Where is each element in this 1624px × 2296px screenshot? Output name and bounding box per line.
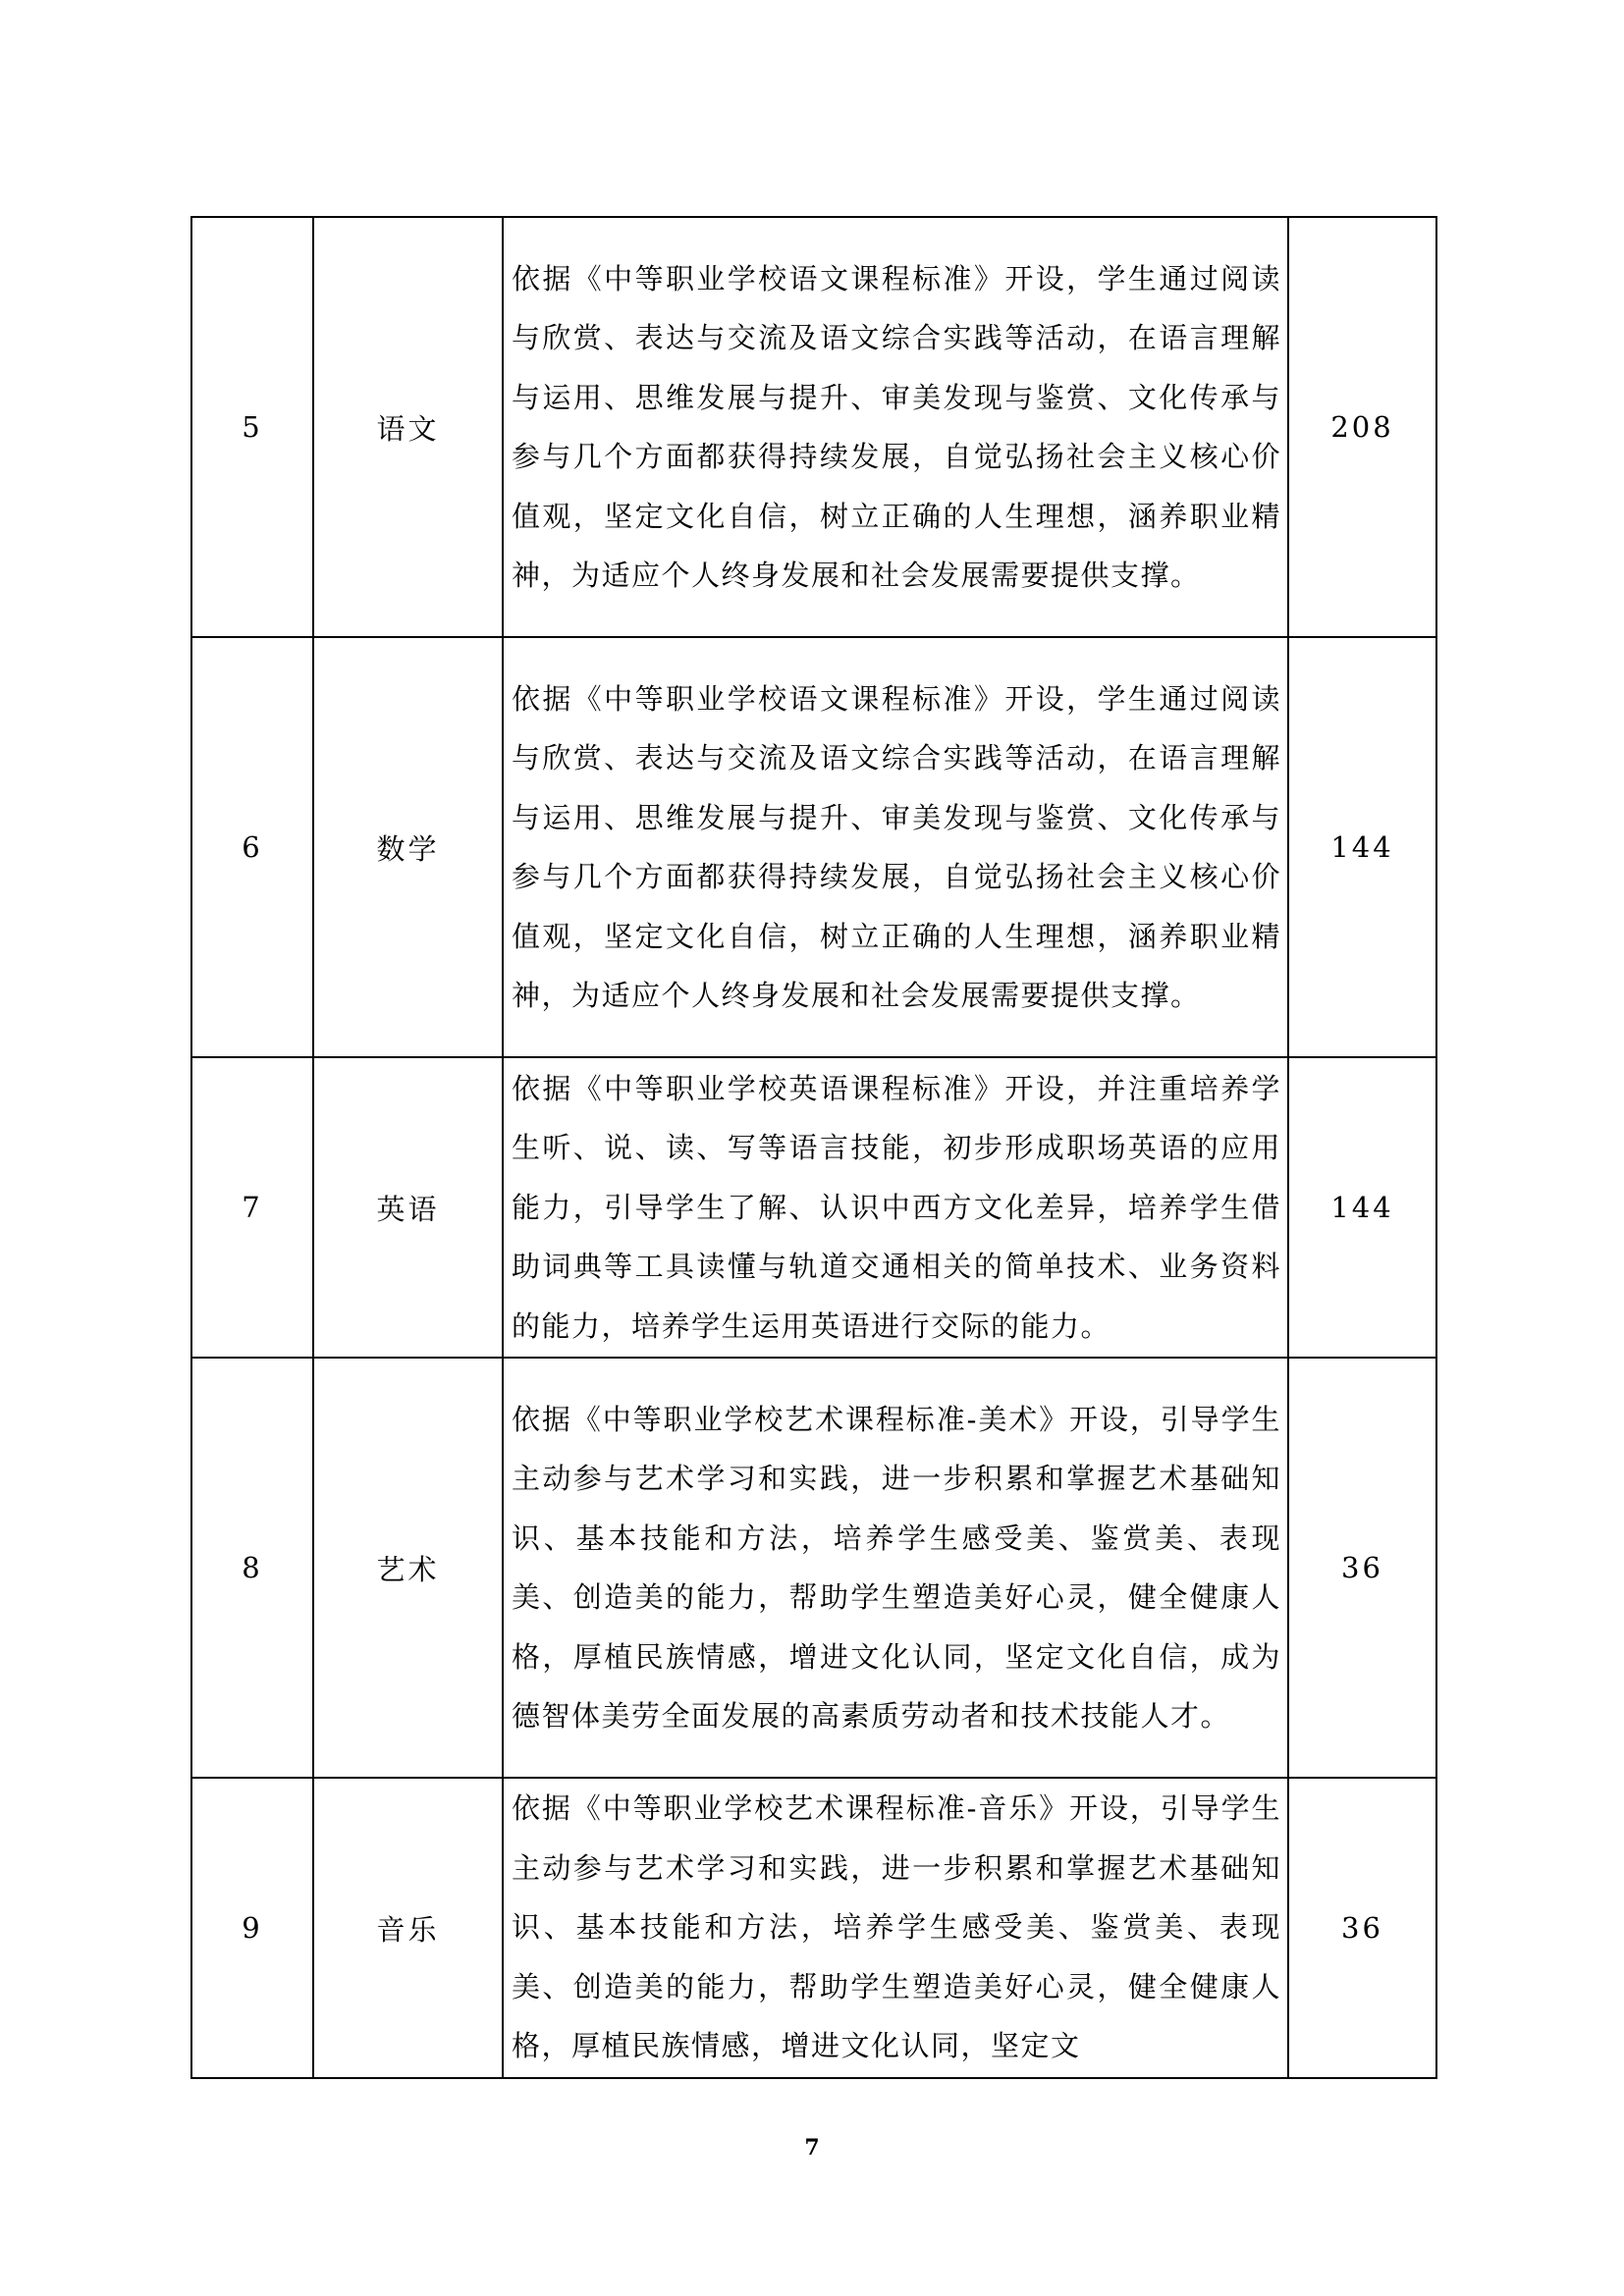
course-hours: 36	[1288, 1778, 1436, 2078]
course-name: 数学	[313, 637, 503, 1057]
course-name: 艺术	[313, 1358, 503, 1778]
course-name: 音乐	[313, 1778, 503, 2078]
course-description-text: 依据《中等职业学校艺术课程标准-音乐》开设，引导学生主动参与艺术学习和实践，进一步积累和掌握艺术基础知识、基本技能和方法，培养学生感受美、鉴赏美、表现美、创造美的能力，帮助学生塑造美好心灵，健全健康人格，厚植民族情感，增进文化认同，坚定文	[512, 1791, 1281, 2062]
course-hours: 144	[1288, 637, 1436, 1057]
table-row	[191, 1358, 1436, 1778]
course-number: 7	[191, 1057, 313, 1358]
course-hours: 36	[1288, 1358, 1436, 1778]
course-number: 9	[191, 1778, 313, 2078]
course-description: 依据《中等职业学校英语课程标准》开设，并注重培养学生听、说、读、写等语言技能，初步形成职场英语的应用能力，引导学生了解、认识中西方文化差异，培养学生借助词典等工具读懂与轨道交通相关的简单技术、业务资料的能力，培养学生运用英语进行交际的能力。	[503, 1057, 1288, 1358]
course-description: 依据《中等职业学校语文课程标准》开设，学生通过阅读与欣赏、表达与交流及语文综合实践等活动，在语言理解与运用、思维发展与提升、审美发现与鉴赏、文化传承与参与几个方面都获得持续发展，自觉弘扬社会主义核心价值观，坚定文化自信，树立正确的人生理想，涵养职业精神，为适应个人终身发展和社会发展需要提供支撑。	[503, 217, 1288, 637]
table-row	[191, 1778, 1436, 2078]
course-description: 依据《中等职业学校语文课程标准》开设，学生通过阅读与欣赏、表达与交流及语文综合实践等活动，在语言理解与运用、思维发展与提升、审美发现与鉴赏、文化传承与参与几个方面都获得持续发展，自觉弘扬社会主义核心价值观，坚定文化自信，树立正确的人生理想，涵养职业精神，为适应个人终身发展和社会发展需要提供支撑。	[503, 637, 1288, 1057]
course-name: 英语	[313, 1057, 503, 1358]
course-description: 依据《中等职业学校艺术课程标准-美术》开设，引导学生主动参与艺术学习和实践，进一步积累和掌握艺术基础知识、基本技能和方法，培养学生感受美、鉴赏美、表现美、创造美的能力，帮助学生塑造美好心灵，健全健康人格，厚植民族情感，增进文化认同，坚定文化自信，成为德智体美劳全面发展的高素质劳动者和技术技能人才。	[503, 1358, 1288, 1778]
course-description	[503, 1778, 1288, 2078]
course-number: 5	[191, 217, 313, 637]
page-number: 7	[804, 2135, 820, 2161]
course-number: 8	[191, 1358, 313, 1778]
table-row	[191, 217, 1436, 637]
course-hours: 208	[1288, 217, 1436, 637]
course-hours: 144	[1288, 1057, 1436, 1358]
course-number: 6	[191, 637, 313, 1057]
course-name: 语文	[313, 217, 503, 637]
table-row	[191, 637, 1436, 1057]
course-table	[190, 216, 1437, 2079]
table-row	[191, 1057, 1436, 1358]
